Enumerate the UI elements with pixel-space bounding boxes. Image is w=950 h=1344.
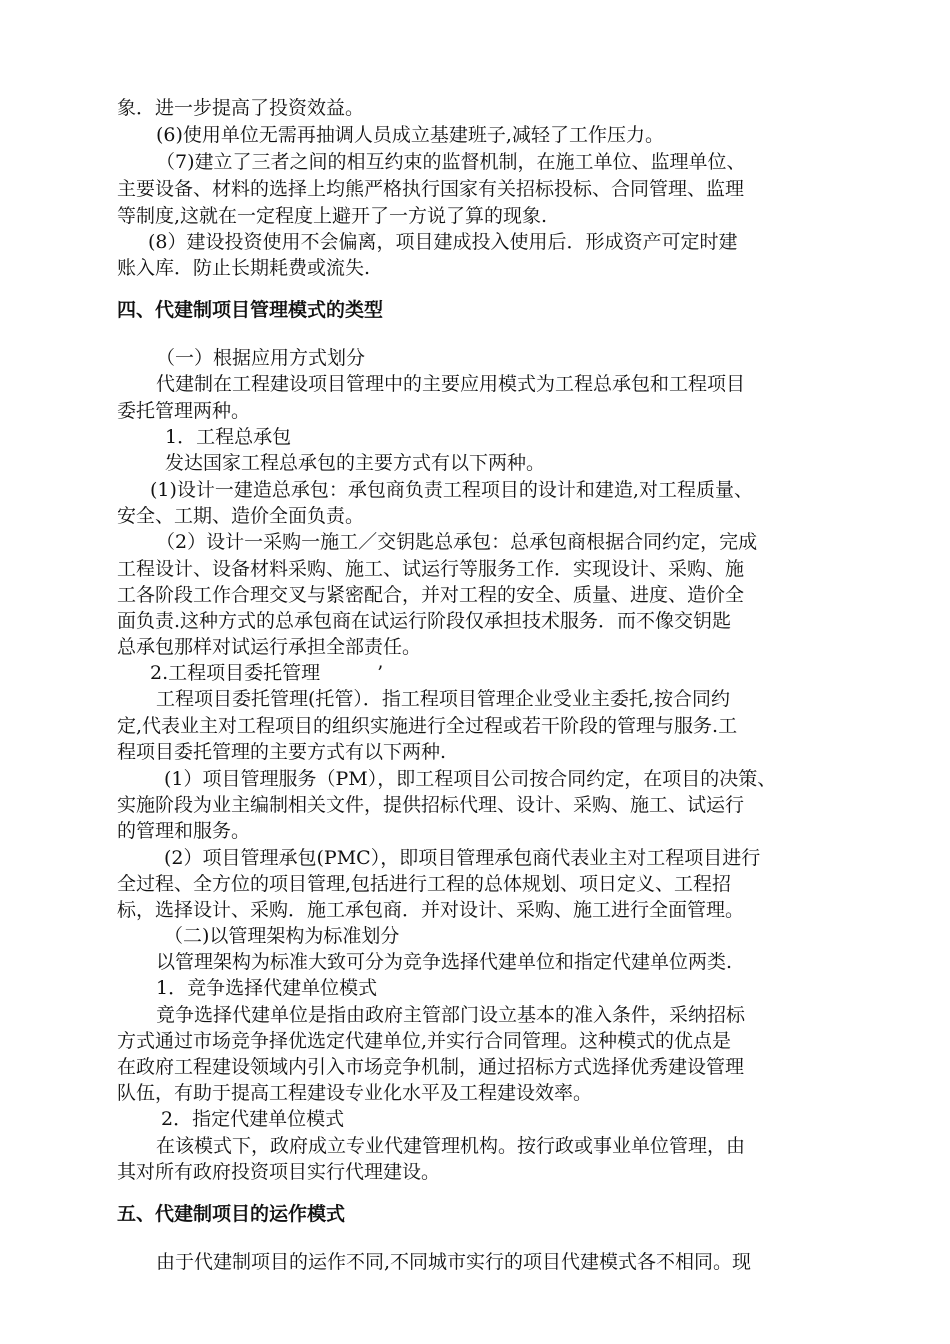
text-line: 全过程、全方位的项目管理,包括进行工程的总体规划、项日定义、工程招 [117,873,732,895]
text-line: 队伍，有助于提高工程建设专业化水平及工程建设效率。 [117,1082,593,1104]
text-line: (2）项目管理承包(PMC），即项目管理承包商代表业主对工程项目进行 [164,847,761,869]
text-line: 等制度,这就在一定程度上避开了一方说了算的现象. [117,205,548,227]
subsection-heading: 1．竞争选择代建单位模式 [156,977,378,999]
text-line: 实施阶段为业主编制相关文件，提供招标代理、设计、采购、施工、试运行 [117,794,745,816]
text-line: 定,代表业主对工程项目的组织实施进行全过程或若干阶段的管理与服务.工 [117,715,738,737]
subsection-heading: （二)以管理架构为标准划分 [164,925,400,947]
text-line: 安全、工期、造价全面负责。 [117,505,365,527]
text-line: 委托管理两种。 [117,400,251,422]
text-line: 发达国家工程总承包的主要方式有以下两种。 [165,452,546,474]
text-line: 账入库．防止长期耗费或流失. [117,257,371,279]
text-line: 程项目委托管理的主要方式有以下两种. [117,741,447,763]
text-line: 工程设计、设备材料采购、施工、试运行等服务工作．实现设计、采购、施 [117,558,745,580]
section-heading: 五、代建制项目的运作模式 [117,1203,346,1225]
text-line: 代建制在工程建设项目管理中的主要应用模式为工程总承包和工程项目 [156,373,746,395]
text-line: 方式通过市场竞争择优选定代建单位,并实行合同管理。这种模式的优点是 [117,1030,732,1052]
section-heading: 四、代建制项目管理模式的类型 [117,299,384,321]
text-line: 的管理和服务。 [117,820,251,842]
text-line: 在该模式下，政府成立专业代建管理机构。按行政或事业单位管理，由 [156,1135,746,1157]
text-line: 面负责.这种方式的总承包商在试运行阶段仅承担技术服务．而不像交钥匙 [117,610,732,632]
text-line: 由于代建制项目的运作不同,不同城市实行的项目代建模式各不相同。现 [156,1251,752,1273]
subsection-heading: 2．指定代建单位模式 [161,1108,345,1130]
text-line: (1)设计一建造总承包：承包商负责工程项目的设计和建造,对工程质量、 [150,479,753,501]
text-line: (6)使用单位无需再抽调人员成立基建班子,减轻了工作压力。 [156,124,664,146]
text-line: 主要设备、材料的选择上均熊严格执行国家有关招标投标、合同管理、监理 [117,178,745,200]
text-line: 总承包那样对试运行承担全部责任。 [117,636,422,658]
text-line: （7)建立了三者之间的相互约束的监督机制，在施工单位、监理单位、 [156,151,746,173]
text-line: 以管理架构为标准大致可分为竞争选择代建单位和指定代建单位两类. [156,951,733,973]
text-line: (8）建设投资使用不会偏离，项目建成投入使用后．形成资产可定时建 [148,231,738,253]
text-line: 竟争选择代建单位是指由政府主管部门设立基本的准入条件，采纳招标 [156,1004,746,1026]
text-line: 工程项目委托管理(托管）．指工程项目管理企业受业主委托,按合同约 [156,688,730,710]
text-line: (1）项目管理服务（PM），即工程项目公司按合同约定，在项目的决策、 [164,768,777,790]
subsection-heading: 1．工程总承包 [165,426,292,448]
text-line: 其对所有政府投资项目实行代理建设。 [117,1161,441,1183]
text-line: （2）设计一采购一施工／交钥匙总承包：总承包商根据合同约定，完成 [156,531,758,553]
text-line: 工各阶段工作合理交叉与紧密配合，并对工程的安全、质量、进度、造价全 [117,584,745,606]
subsection-heading: 2.工程项目委托管理 ’ [150,662,384,684]
text-line: 象．进一步提高了投资效益。 [117,97,365,119]
subsection-heading: （一）根据应用方式划分 [156,347,366,369]
text-line: 在政府工程建设领域内引入市场竞争机制，通过招标方式选择优秀建设管理 [117,1056,745,1078]
text-line: 标，选择设计、采购．施工承包商．并对设计、采购、施工进行全面管理。 [117,899,745,921]
